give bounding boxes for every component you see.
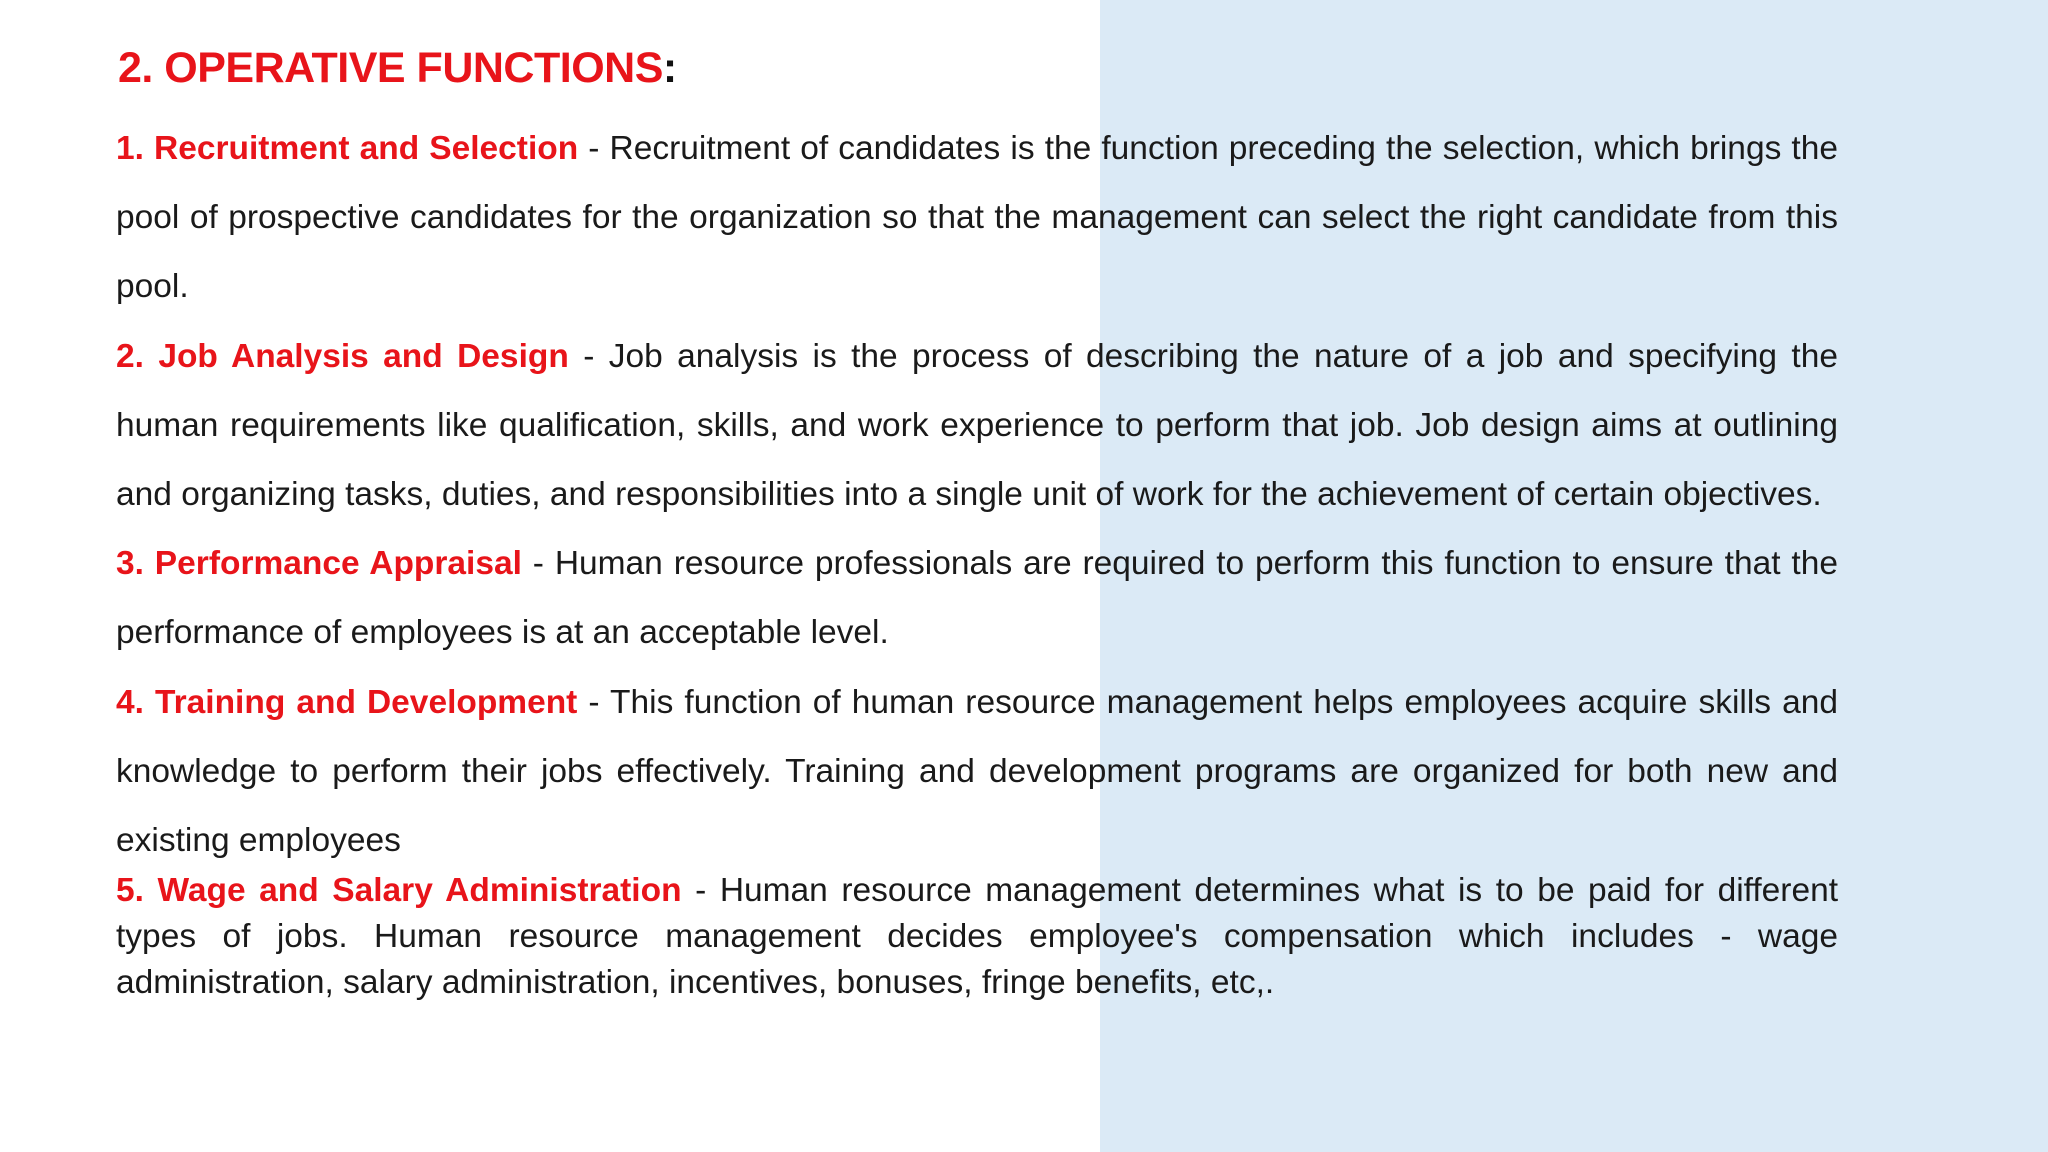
function-description: - Human resource management determines what is to be paid for different types of jobs. Human resource management decides employee's compensation which includes - wage administration, salary administration, incentives, bonuses, fringe benefits, etc,. bbox=[116, 872, 1839, 1002]
function-description: - Human resource professionals are required to perform this function to ensure that the performance of employees is at an acceptable level. bbox=[116, 545, 1838, 652]
function-item-recruitment bbox=[116, 114, 1838, 322]
slide-title-text: 2. OPERATIVE FUNCTIONS bbox=[118, 44, 663, 92]
function-item-training bbox=[116, 668, 1838, 876]
function-description: - Recruitment of candidates is the function preceding the selection, which brings the pool of prospective candidates for the organization so that the management can select the right candidate from this pool. bbox=[116, 130, 1838, 306]
functions-list bbox=[116, 114, 1838, 1006]
function-item-performance-appraisal bbox=[116, 529, 1838, 667]
function-heading: 3. Performance Appraisal bbox=[116, 545, 522, 583]
function-heading: 1. Recruitment and Selection bbox=[116, 130, 579, 167]
function-item-job-analysis bbox=[116, 322, 1838, 530]
slide-title-colon: : bbox=[662, 44, 677, 92]
function-heading: 2. Job Analysis and Design bbox=[116, 337, 569, 375]
function-heading: 4. Training and Development bbox=[116, 683, 578, 721]
function-item-wage-salary bbox=[116, 868, 1838, 1006]
slide-title bbox=[118, 40, 677, 96]
function-description: - Job analysis is the process of describing the nature of a job and specifying the human requirements like qualification, skills, and work experience to perform that job. Job design aims at outlining and organizing tasks, duties, and responsibilities into a single unit of work for the achievement of certain objectives. bbox=[116, 337, 1838, 514]
function-heading: 5. Wage and Salary Administration bbox=[116, 872, 682, 910]
function-description: - This function of human resource management helps employees acquire skills and knowledge to perform their jobs effectively. Training and development programs are organized for both new and existing employees bbox=[116, 683, 1838, 860]
